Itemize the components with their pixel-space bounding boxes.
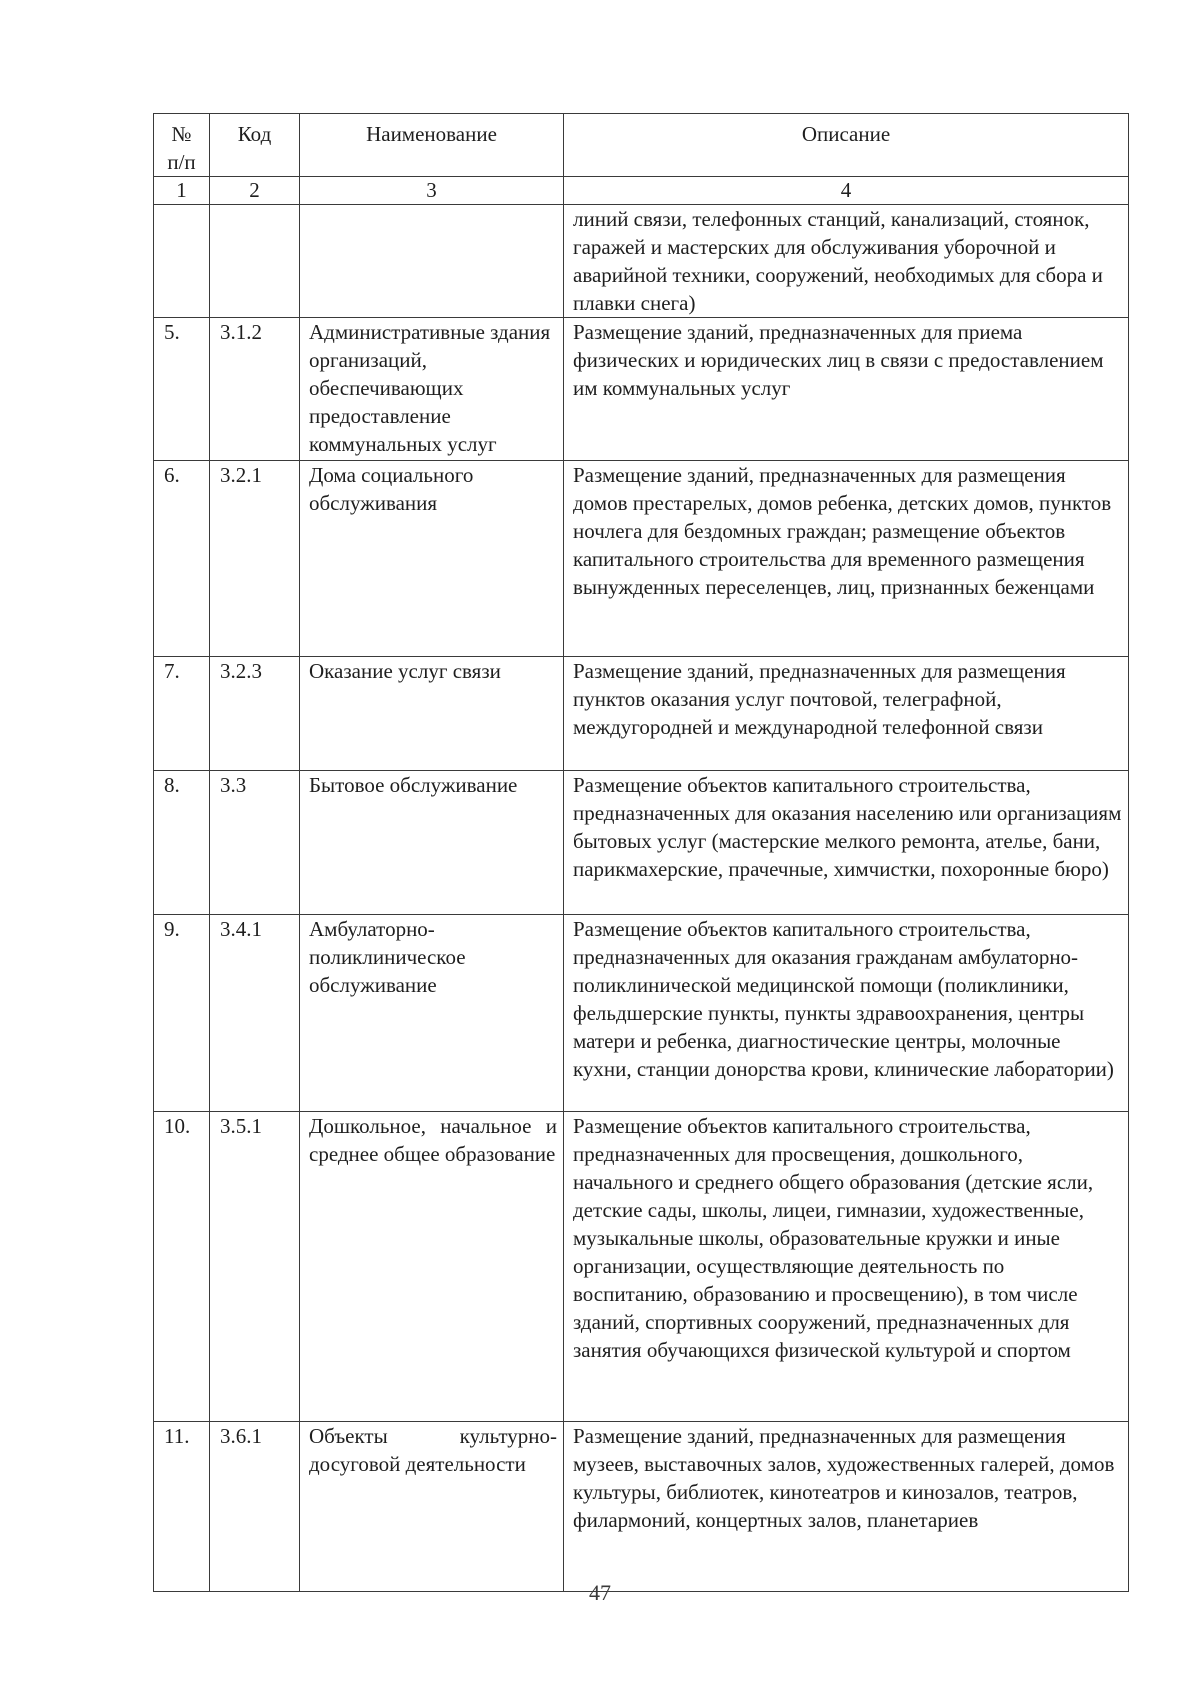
table-row [154, 318, 1129, 461]
table-header-row [154, 114, 1129, 177]
row-number [154, 205, 210, 318]
row-number: 11. [154, 1422, 210, 1592]
header-code: Код [210, 114, 300, 177]
row-name: Дошкольное, начальное и среднее общее образование [300, 1112, 564, 1422]
row-code: 3.6.1 [210, 1422, 300, 1592]
header-name: Наименование [300, 114, 564, 177]
table-row [154, 461, 1129, 657]
row-code: 3.4.1 [210, 915, 300, 1112]
row-name: Дома социального обслуживания [300, 461, 564, 657]
row-code: 3.3 [210, 771, 300, 915]
row-number: 9. [154, 915, 210, 1112]
row-description: Размещение объектов капитального строительства, предназначенных для оказания гражданам амбулаторно-поликлинической медицинской помощи (поликлиники, фельдшерские пункты, пункты здравоохранения, центры матери и ребенка, диагностические центры, молочные кухни, станции донорства крови, клинические лаборатории) [564, 915, 1129, 1112]
row-description: Размещение зданий, предназначенных для размещения пунктов оказания услуг почтовой, телеграфной, междугородней и международной телефонной связи [564, 657, 1129, 771]
row-number: 10. [154, 1112, 210, 1422]
table-row [154, 657, 1129, 771]
row-number: 6. [154, 461, 210, 657]
row-description: линий связи, телефонных станций, канализаций, стоянок, гаражей и мастерских для обслуживания уборочной и аварийной техники, сооружений, необходимых для сбора и плавки снега) [564, 205, 1129, 318]
row-number: 8. [154, 771, 210, 915]
row-name: Оказание услуг связи [300, 657, 564, 771]
row-description: Размещение зданий, предназначенных для приема физических и юридических лиц в связи с предоставлением им коммунальных услуг [564, 318, 1129, 461]
land-use-table [153, 113, 1129, 1592]
table-row [154, 1112, 1129, 1422]
row-code: 3.5.1 [210, 1112, 300, 1422]
column-number: 4 [564, 177, 1129, 205]
row-number: 5. [154, 318, 210, 461]
row-code [210, 205, 300, 318]
column-number-row [154, 177, 1129, 205]
table-row [154, 205, 1129, 318]
page-number: 47 [589, 1580, 611, 1605]
row-description: Размещение зданий, предназначенных для размещения домов престарелых, домов ребенка, детских домов, пунктов ночлега для бездомных граждан; размещение объектов капитального строительства для временного размещения вынужденных переселенцев, лиц, признанных беженцами [564, 461, 1129, 657]
column-number: 2 [210, 177, 300, 205]
row-name: Бытовое обслуживание [300, 771, 564, 915]
row-description: Размещение объектов капитального строительства, предназначенных для просвещения, дошкольного, начального и среднего общего образования (детские ясли, детские сады, школы, лицеи, гимназии, художественные, музыкальные школы, образовательные кружки и иные организации, осуществляющие деятельность по воспитанию, образованию и просвещению), в том числе зданий, спортивных сооружений, предназначенных для занятия обучающихся физической культурой и спортом [564, 1112, 1129, 1422]
row-name: Амбулаторно-поликлиническое обслуживание [300, 915, 564, 1112]
row-name: Объекты культурно-досуговой деятельности [300, 1422, 564, 1592]
row-number: 7. [154, 657, 210, 771]
row-code: 3.2.3 [210, 657, 300, 771]
row-description: Размещение зданий, предназначенных для размещения музеев, выставочных залов, художественных галерей, домов культуры, библиотек, кинотеатров и кинозалов, театров, филармоний, концертных залов, планетариев [564, 1422, 1129, 1592]
table-row [154, 915, 1129, 1112]
row-code: 3.1.2 [210, 318, 300, 461]
table-row [154, 771, 1129, 915]
column-number: 1 [154, 177, 210, 205]
row-description: Размещение объектов капитального строительства, предназначенных для оказания населению или организациям бытовых услуг (мастерские мелкого ремонта, ателье, бани, парикмахерские, прачечные, химчистки, похоронные бюро) [564, 771, 1129, 915]
header-num: № п/п [154, 114, 210, 177]
row-code: 3.2.1 [210, 461, 300, 657]
table-row [154, 1422, 1129, 1592]
row-name: Административные здания организаций, обеспечивающих предоставление коммунальных услуг [300, 318, 564, 461]
header-description: Описание [564, 114, 1129, 177]
row-name [300, 205, 564, 318]
column-number: 3 [300, 177, 564, 205]
